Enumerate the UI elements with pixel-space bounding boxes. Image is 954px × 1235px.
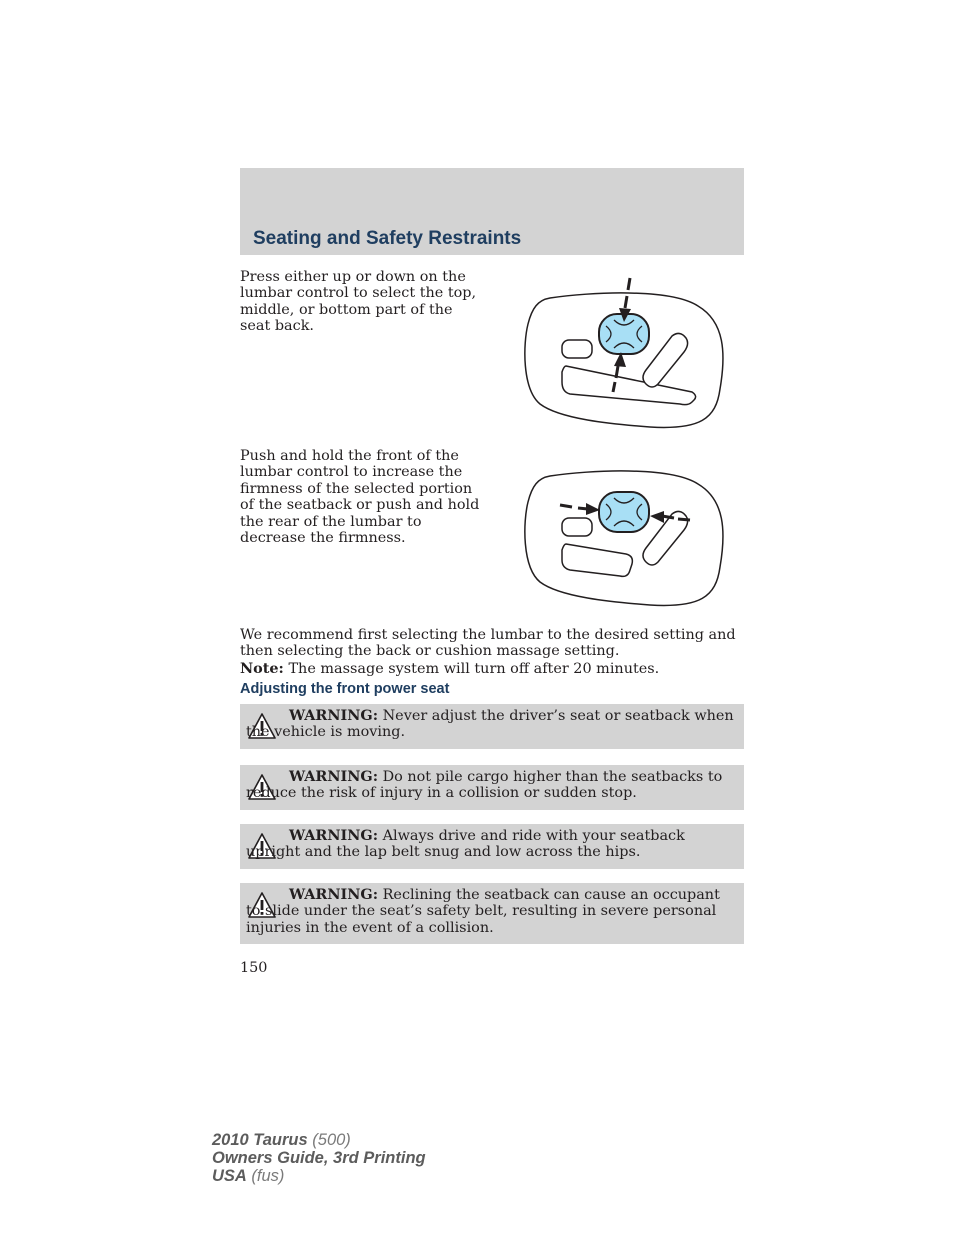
footer-guide: Owners Guide, 3rd Printing [212, 1149, 426, 1167]
note-paragraph [240, 661, 748, 677]
lumbar-control-front-rear-diagram [520, 452, 730, 612]
subheading: Adjusting the front power seat [240, 681, 450, 697]
warning-body: Always drive and ride with your seatback upright and the lap belt snug and low across the hips. [246, 828, 685, 861]
warning-body: Do not pile cargo higher than the seatbacks to reduce the risk of injury in a collision or sudden stop. [246, 769, 723, 802]
warning-label: WARNING: [289, 827, 379, 844]
page-number: 150 [240, 960, 268, 976]
warning-text [246, 828, 736, 861]
warning-text [246, 887, 736, 936]
lumbar-firmness-paragraph: Push and hold the front of the lumbar control to increase the firmness of the selected portion of the seatback or push and hold the rear of the lumbar to decrease the firmness. [240, 448, 480, 547]
note-text: The massage system will turn off after 20 minutes. [283, 661, 660, 677]
document-footer [212, 1131, 426, 1185]
footer-model: 2010 Taurus [212, 1131, 308, 1149]
footer-market-code: (fus) [246, 1167, 285, 1185]
note-label: Note: [240, 660, 284, 677]
warning-label: WARNING: [289, 707, 379, 724]
section-title: Seating and Safety Restraints [253, 228, 522, 249]
warning-label: WARNING: [289, 886, 379, 903]
footer-market: USA [212, 1167, 247, 1185]
warning-box [240, 765, 744, 810]
warning-box [240, 824, 744, 869]
warning-body: Never adjust the driver’s seat or seatback when the vehicle is moving. [246, 708, 734, 741]
warning-box [240, 883, 744, 944]
warning-label: WARNING: [289, 768, 379, 785]
warning-body: Reclining the seatback can cause an occupant to slide under the seat’s safety belt, resulting in severe personal injuries in the event of a collision. [246, 887, 720, 936]
warning-box [240, 704, 744, 749]
lumbar-control-up-down-diagram [520, 274, 730, 434]
section-header [240, 168, 744, 255]
footer-model-code: (500) [307, 1131, 351, 1149]
warning-text [246, 708, 736, 741]
recommend-paragraph: We recommend first selecting the lumbar to the desired setting and then selecting the back or cushion massage setting. [240, 627, 736, 660]
lumbar-select-paragraph: Press either up or down on the lumbar control to select the top, middle, or bottom part of the seat back. [240, 269, 477, 335]
warning-text [246, 769, 736, 802]
